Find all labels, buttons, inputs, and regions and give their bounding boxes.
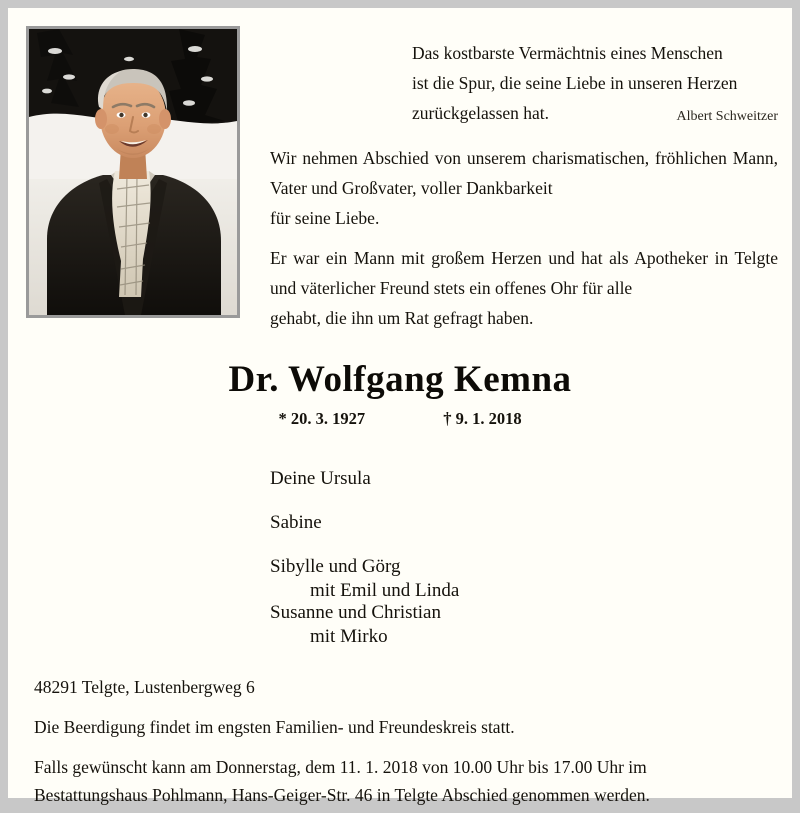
family-members-list <box>270 468 459 648</box>
family-member-line: Sabine <box>270 512 322 533</box>
family-member-line: Deine Ursula <box>270 468 371 489</box>
quote-line-3: zurückgelassen hat. <box>412 103 550 123</box>
deceased-name: Dr. Wolfgang Kemna <box>228 359 572 400</box>
tribute-paragraph-main: Er war ein Mann mit großem Herzen und hat als Apotheker in Telgte und väterlicher Freund stets ein offenes Ohr für alle <box>270 248 778 298</box>
viewing-notice-main: Falls gewünscht kann am Donnerstag, dem 11. 1. 2018 von 10.00 Uhr bis 17.00 Uhr im <box>34 757 647 777</box>
family-member-line: mit Mirko <box>310 626 388 647</box>
tribute-paragraph <box>270 243 778 333</box>
family-address: 48291 Telgte, Lustenbergweg 6 <box>34 677 255 697</box>
life-dates <box>8 409 792 429</box>
portrait-photo-frame <box>26 26 240 318</box>
family-member-line: mit Emil und Linda <box>310 580 460 601</box>
portrait-photo <box>29 29 237 315</box>
quote-line-2: ist die Spur, die seine Liebe in unseren Herzen <box>412 73 738 93</box>
death-date <box>443 409 521 428</box>
death-date-value: 9. 1. 2018 <box>455 409 522 428</box>
birth-symbol-icon: * <box>278 409 287 428</box>
farewell-paragraph-main: Wir nehmen Abschied von unserem charismatischen, fröhlichen Mann, Vater und Großvater, voller Dankbarkeit <box>270 148 778 198</box>
farewell-paragraph <box>270 143 778 233</box>
cross-symbol-icon: † <box>443 409 452 428</box>
birth-date-value: 20. 3. 1927 <box>290 409 366 428</box>
viewing-notice-last-line: Bestattungshaus Pohlmann, Hans-Geiger-Str. 46 in Telgte Abschied genommen werden. <box>34 785 650 805</box>
tribute-paragraph-last-line: gehabt, die ihn um Rat gefragt haben. <box>270 308 534 328</box>
burial-notice: Die Beerdigung findet im engsten Familien- und Freundeskreis statt. <box>34 717 515 737</box>
family-member-line: Sibylle und Görg <box>270 556 401 577</box>
family-member-line: Susanne und Christian <box>270 602 441 623</box>
farewell-paragraph-last-line: für seine Liebe. <box>270 208 380 228</box>
quote-attribution: Albert Schweitzer <box>676 109 778 124</box>
viewing-notice <box>34 753 778 809</box>
notice-card <box>8 8 792 805</box>
birth-date <box>278 409 369 428</box>
quote-line-1: Das kostbarste Vermächtnis eines Menschen <box>412 43 723 63</box>
